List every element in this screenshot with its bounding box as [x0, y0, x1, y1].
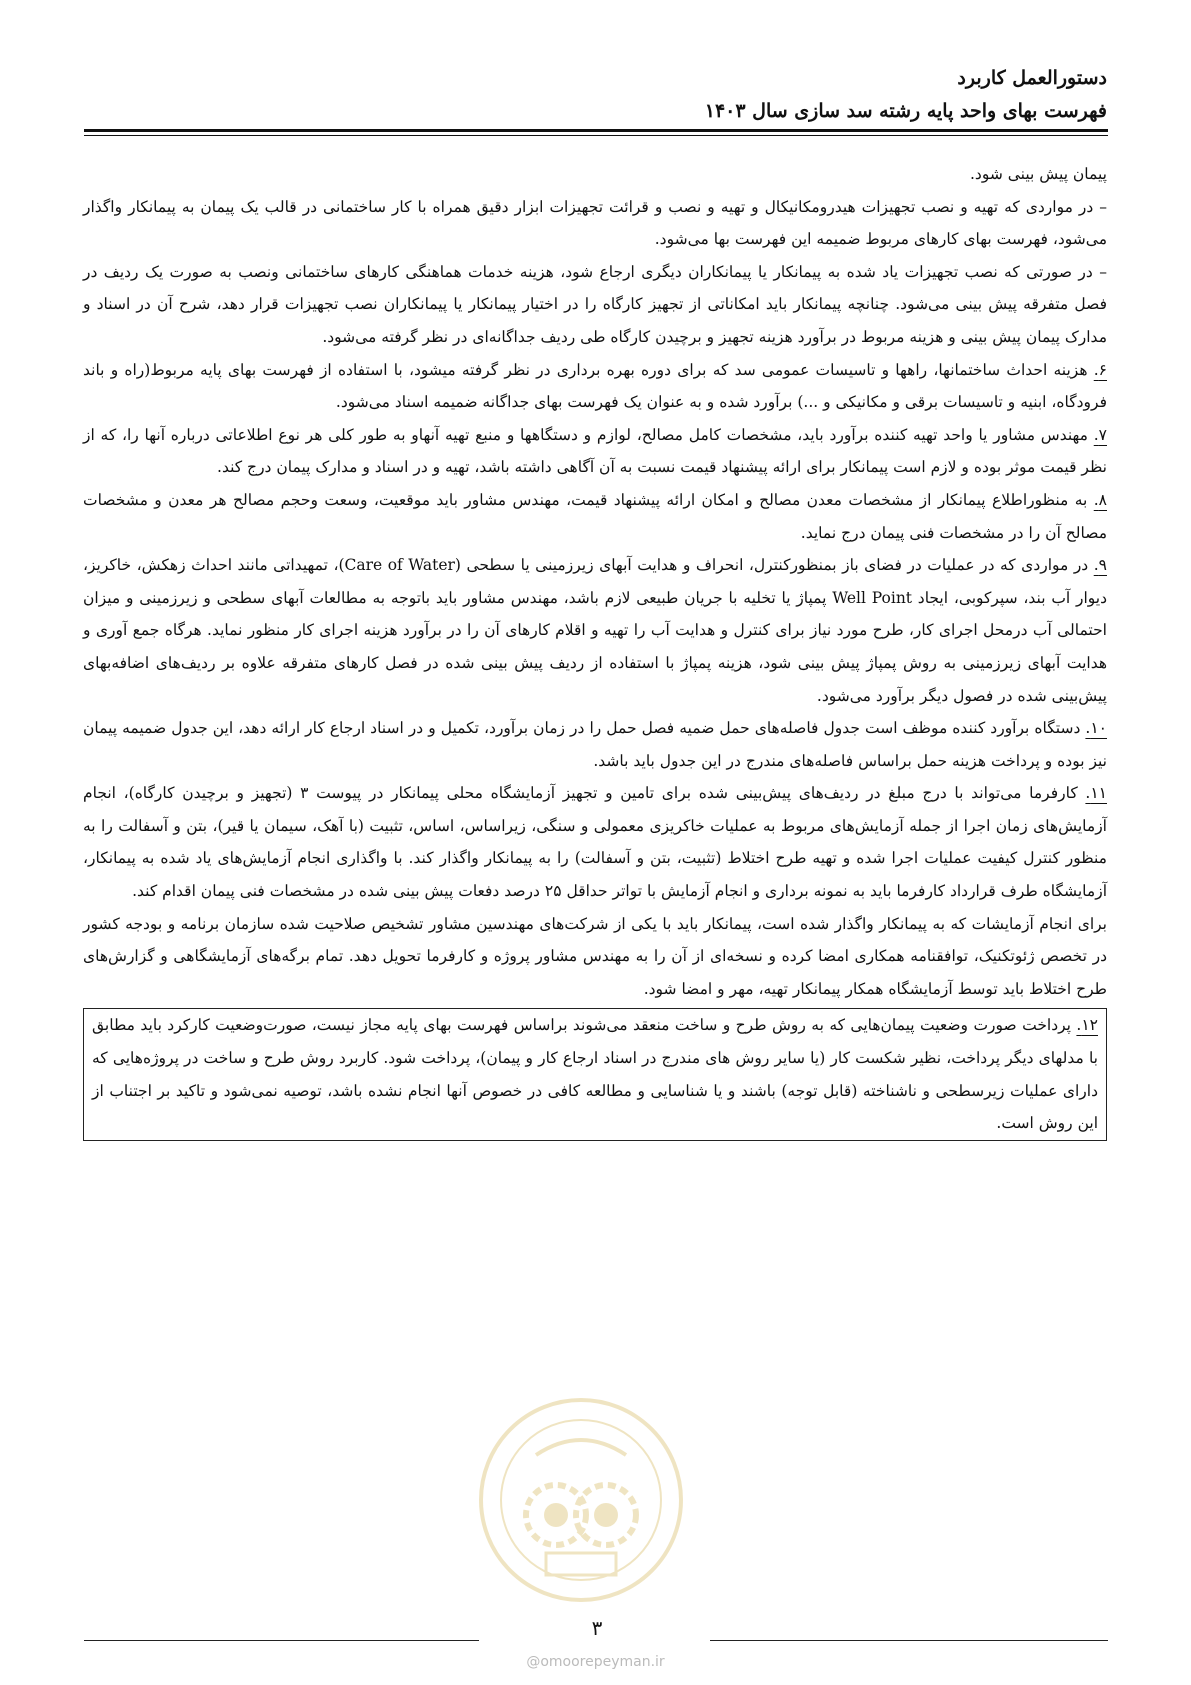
paragraph-10	[83, 712, 1107, 777]
boxed-note-12	[83, 1008, 1107, 1140]
paragraph	[83, 158, 1107, 191]
paragraph-text: به منظوراطلاع پیمانکار از مشخصات معدن مصالح و امکان ارائه پیشنهاد قیمت، مهندس مشاور باید موقعیت، وسعت وحجم مصالح هر معدن و مشخصات مصالح آن را در مشخصات فنی پیمان درج نماید.	[83, 490, 1107, 542]
paragraph-number: ۷.	[1093, 425, 1107, 444]
paragraph-12	[92, 1009, 1098, 1139]
paragraph-9	[83, 549, 1107, 712]
page-number: ۳	[591, 1616, 603, 1640]
paragraph-number: ۱۲.	[1076, 1016, 1098, 1035]
document-body	[83, 158, 1107, 1141]
paragraph-8	[83, 484, 1107, 549]
paragraph-text: – در مواردی که تهیه و نصب تجهیزات هیدرومکانیکال و تهیه و نصب و قرائت تجهیزات ابزار دقیق همراه با کار ساختمانی در قالب یک پیمان به پیمانکار واگذار می‌شود، فهرست بهای کارهای مربوط ضمیمه این فهرست بها می‌شود.	[83, 197, 1107, 249]
website-watermark: @omoorepeyman.ir	[526, 1654, 665, 1670]
seal-logo-icon	[476, 1395, 686, 1605]
paragraph-text: هزینه احداث ساختمانها، راهها و تاسیسات عمومی سد که برای دوره بهره برداری در نظر گرفته میشود، با استفاده از فهرست بهای پایه مربوط(راه و باند فرودگاه، ابنیه و تاسیسات برقی و مکانیکی و ...) برآورد شده و به عنوان یک فهرست بهای جداگانه ضمیمه اسناد می‌شود.	[83, 360, 1107, 412]
footer-rule-right	[710, 1640, 1108, 1641]
paragraph-text: برای انجام آزمایشات که به پیمانکار واگذار شده است، پیمانکار باید با یکی از شرکت‌های مهندسین مشاور تشخیص صلاحیت شده سازمان برنامه و بودجه کشور در تخصص ژئوتکنیک، توافقنامه همکاری امضا کرده و نسخه‌ای از آن را به مهندس مشاور پروژه و کارفرما تحویل دهد. تمام برگه‌های آزمایشگاهی و گزارش‌های طرح اختلاط باید توسط آزمایشگاه همکار پیمانکار تهیه، مهر و امضا شود.	[83, 914, 1107, 998]
paragraph-6	[83, 354, 1107, 419]
paragraph	[83, 256, 1107, 354]
paragraph-text: مهندس مشاور یا واحد تهیه کننده برآورد باید، مشخصات کامل مصالح، لوازم و دستگاهها و منبع تهیه آنهاو به طور کلی هر نوع اطلاعاتی درباره آنها را، که از نظر قیمت موثر بوده و لازم است پیمانکار برای ارائه پیشنهاد قیمت نسبت به آن آگاهی داشته باشد، تهیه و در اسناد و مدارک پیمان درج کند.	[83, 425, 1107, 477]
header-rule-thick	[84, 129, 1108, 132]
paragraph-text: دستگاه برآورد کننده موظف است جدول فاصله‌های حمل ضمیه فصل حمل را در زمان برآورد، تکمیل و در اسناد ارجاع کار ارائه دهد، این جدول ضمیمه پیمان نیز بوده و پرداخت هزینه حمل براساس فاصله‌های مندرج در این جدول باید باشد.	[83, 719, 1107, 770]
paragraph-text: پیمان پیش بینی شود.	[969, 165, 1107, 183]
paragraph-7	[83, 419, 1107, 484]
footer-rule-left	[84, 1640, 479, 1641]
paragraph-number: ۱۱.	[1085, 784, 1107, 803]
paragraph-text: – در صورتی که نصب تجهیزات یاد شده به پیمانکار یا پیمانکاران دیگری ارجاع شود، هزینه خدمات هماهنگی کارهای ساختمانی ونصب به صورت یک ردیف در فصل متفرقه پیش بینی می‌شود. چنانچه پیمانکار باید امکاناتی از تجهیز کارگاه را در اختیار پیمانکار یا پیمانکاران نصب تجهیزات قرار دهد، شرح آن در اسناد و مدارک پیمان پیش بینی و هزینه مربوط در برآورد هزینه تجهیز و برچیدن کارگاه طی ردیف جداگانه‌ای در نظر گرفته می‌شود.	[83, 262, 1107, 346]
header-title: دستورالعمل کاربرد	[957, 67, 1107, 89]
paragraph-text: کارفرما می‌تواند با درج مبلغ در ردیف‌های پیش‌بینی شده برای تامین و تجهیز آزمایشگاه محلی پیمانکار در پیوست ۳ (تجهیز و برچیدن کارگاه)، انجام آزمایش‌های زمان اجرا از جمله آزمایش‌های مربوط به عملیات خاکریزی معمولی و سنگی، زیراساس، اساس، تثبیت (با آهک، سیمان یا قیر)، بتن و آسفالت را به منظور کنترل کیفیت عملیات اجرا شده و تهیه طرح اختلاط (تثبیت، بتن و آسفالت) را به پیمانکار واگذار کند. با واگذاری انجام آزمایش‌های یاد شده به پیمانکار، آزمایشگاه طرف قرارداد کارفرما باید به نمونه برداری و انجام آزمایش با تواتر حداقل ۲۵ درصد دفعات پیش بینی شده در مشخصات فنی پیمان اقدام کند.	[83, 784, 1107, 901]
paragraph	[83, 191, 1107, 256]
header-subtitle: فهرست بهای واحد پایه رشته سد سازی سال ۱۴۰۳	[704, 100, 1107, 122]
paragraph-11	[83, 777, 1107, 907]
paragraph	[83, 908, 1107, 1006]
paragraph-number: ۱۰.	[1085, 719, 1107, 738]
page-header	[83, 62, 1107, 128]
paragraph-text: در مواردی که در عملیات در فضای باز بمنظورکنترل، انحراف و هدایت آبهای زیرزمینی یا سطحی (Care of Water)، تمهیداتی مانند احداث زهکش، خاکریز، دیوار آب بند، سپرکوبی، ایجاد Well Point پمپاژ یا تخلیه با جریان طبیعی لازم باشد، مهندس مشاور باید باتوجه به مطالعات آبهای سطحی و زیرزمینی و میزان احتمالی آب درمحل اجرای کار، طرح مورد نیاز برای کنترل و هدایت آب را تهیه و اقلام کارهای آن را در برآورد هزینه اجرای کار منظور نماید. هرگاه جمع آوری و هدایت آبهای زیرزمینی به روش پمپاژ پیش بینی شود، هزینه پمپاژ با استفاده از ردیف پیش بینی شده در فصل کارهای متفرقه علاوه بر ردیف‌های اضافه‌بهای پیش‌بینی شده در فصول دیگر برآورد می‌شود.	[83, 556, 1107, 705]
paragraph-text: پرداخت صورت وضعیت پیمان‌هایی که به روش طرح و ساخت منعقد می‌شوند براساس فهرست بهای پایه مجاز نیست، صورت‌وضعیت کارکرد باید مطابق با مدلهای دیگر پرداخت، نظیر شکست کار (یا سایر روش های مندرج در اسناد ارجاع کار و پیمان)، پرداخت شود. کاربرد روش طرح و ساخت در پروژه‌هایی که دارای عملیات زیرسطحی و ناشناخته (قابل توجه) باشند و یا شناسایی و مطالعه کافی در خصوص آنها انجام نشده باشد، توصیه نمی‌شود و تاکید بر اجتناب از این روش است.	[92, 1016, 1098, 1133]
paragraph-number: ۹.	[1093, 556, 1107, 575]
paragraph-number: ۸.	[1093, 490, 1107, 509]
paragraph-number: ۶.	[1093, 360, 1107, 379]
header-rule-thin	[84, 135, 1108, 136]
